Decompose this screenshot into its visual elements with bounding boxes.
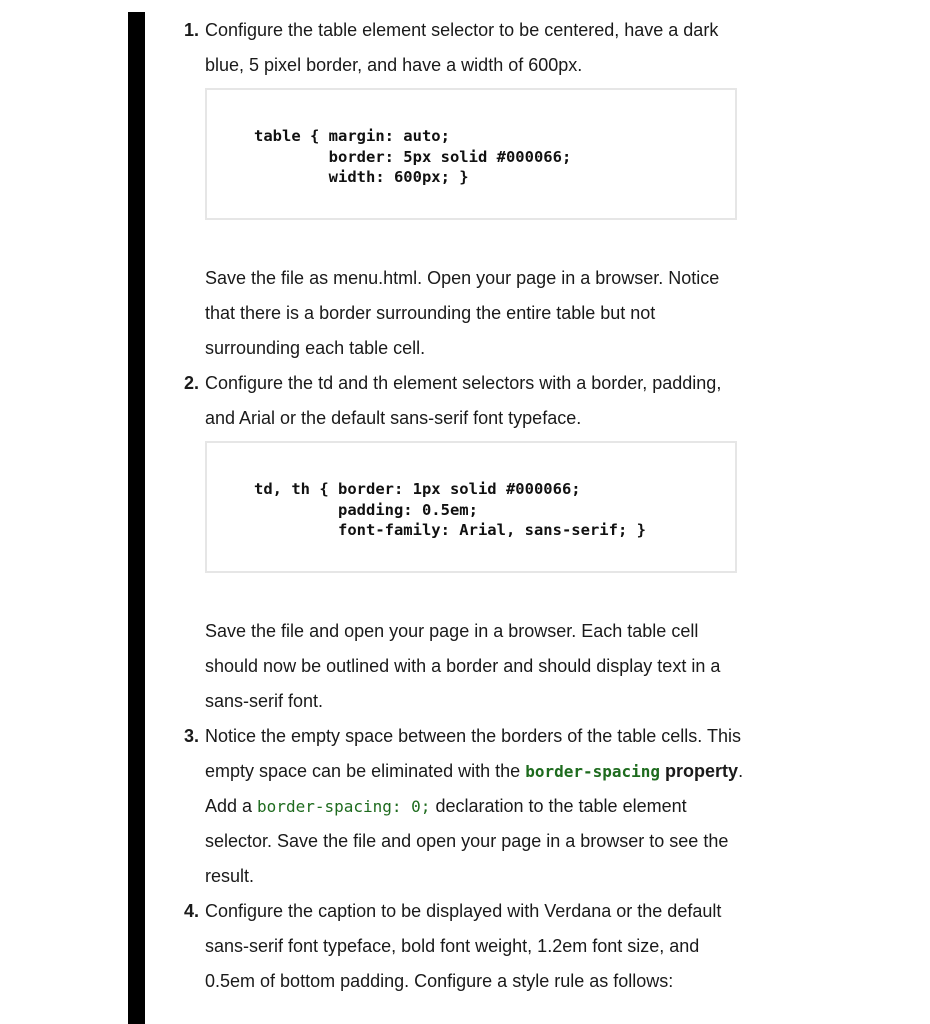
step-number: 3.	[184, 726, 200, 746]
code-block: table { margin: auto; border: 5px solid #000066; width: 600px; }	[205, 88, 737, 220]
step-4	[184, 894, 745, 999]
step-text: Configure the caption to be displayed with Verdana or the default sans-serif font typeface, bold font weight, 1.2em font size, and 0.5em of bottom padding. Configure a style rule as follows:	[205, 901, 722, 991]
step-number: 2.	[184, 373, 200, 393]
step-followup-text: Save the file as menu.html. Open your page in a browser. Notice that there is a border surrounding the entire table but not surrounding each table cell.	[205, 268, 720, 358]
step-text-part: . Add a	[205, 761, 744, 816]
term-code: border-spacing	[525, 762, 661, 781]
step-1	[184, 13, 745, 366]
term-label: property	[660, 761, 739, 781]
step-text: Configure the td and th element selectors with a border, padding, and Arial or the default sans-serif font typeface.	[205, 373, 722, 428]
step-number: 1.	[184, 20, 200, 40]
instruction-list	[184, 13, 745, 999]
step-followup-text: Save the file and open your page in a browser. Each table cell should now be outlined with a border and should display text in a sans-serif font.	[205, 621, 721, 711]
left-margin-bar	[128, 12, 145, 1024]
step-text	[205, 719, 745, 894]
step-2	[184, 366, 745, 719]
inline-code: border-spacing: 0;	[257, 797, 431, 816]
step-text-part: declaration to the table element selector. Save the file and open your page in a browser to see the result.	[205, 796, 729, 886]
code-block: td, th { border: 1px solid #000066; padding: 0.5em; font-family: Arial, sans-serif; }	[205, 441, 737, 573]
step-3	[184, 719, 745, 894]
step-text: Configure the table element selector to be centered, have a dark blue, 5 pixel border, and have a width of 600px.	[205, 20, 719, 75]
step-text-part: Notice the empty space between the borders of the table cells. This empty space can be eliminated with the	[205, 726, 741, 781]
step-number: 4.	[184, 901, 200, 921]
